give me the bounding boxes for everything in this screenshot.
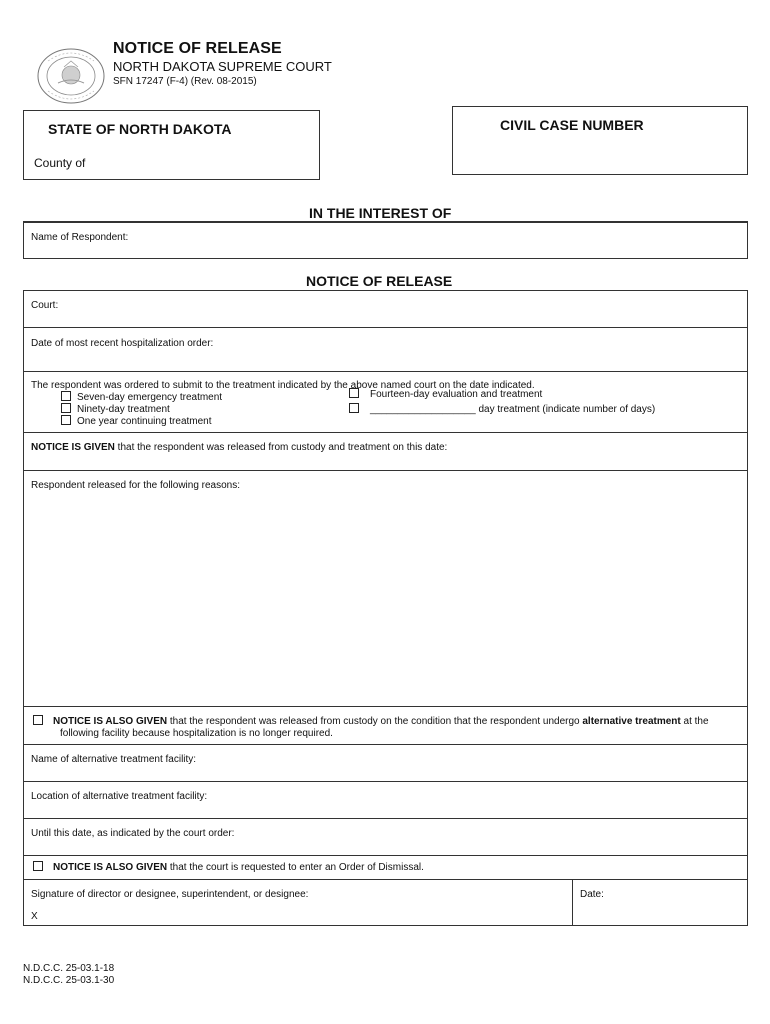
civil-case-number-title: CIVIL CASE NUMBER xyxy=(500,117,644,133)
hospitalization-label: Date of most recent hospitalization order: xyxy=(31,338,214,349)
option-fourteen-day[interactable]: Fourteen-day evaluation and treatment xyxy=(349,389,542,401)
also-given-bold: NOTICE IS ALSO GIVEN xyxy=(53,716,168,727)
dismissal-text: that the court is requested to enter an Order of Dismissal. xyxy=(167,862,424,873)
civil-case-number-field[interactable] xyxy=(452,106,748,175)
alternative-treatment-bold: alternative treatment xyxy=(582,716,681,727)
until-label: Until this date, as indicated by the court order: xyxy=(31,828,235,839)
statute-ref-1: N.D.C.C. 25-03.1-18 xyxy=(23,963,115,974)
dismissal-bold: NOTICE IS ALSO GIVEN xyxy=(53,862,168,873)
ordered-text: The respondent was ordered to submit to the treatment indicated by the above named court on the date indicated. xyxy=(31,380,535,391)
dismissal-checkbox[interactable] xyxy=(33,861,43,871)
release-table xyxy=(23,290,748,926)
court-label: Court: xyxy=(31,300,59,311)
form-title: NOTICE OF RELEASE xyxy=(113,40,282,57)
facility-name-label: Name of alternative treatment facility: xyxy=(31,754,197,765)
signature-row xyxy=(24,879,747,925)
hospitalization-row[interactable] xyxy=(24,327,747,371)
respondent-name-label: Name of Respondent: xyxy=(31,232,129,243)
until-date-row[interactable] xyxy=(24,818,747,855)
option-seven-day[interactable]: Seven-day emergency treatment xyxy=(61,392,222,404)
state-title: STATE OF NORTH DAKOTA xyxy=(48,121,232,137)
release-title: NOTICE OF RELEASE xyxy=(306,273,453,289)
reasons-label: Respondent released for the following reasons: xyxy=(31,480,241,491)
respondent-name-field[interactable] xyxy=(23,222,748,259)
checkbox[interactable] xyxy=(61,415,71,425)
option-ninety-day[interactable]: Ninety-day treatment xyxy=(61,404,170,416)
checkbox[interactable] xyxy=(61,391,71,401)
checkbox[interactable] xyxy=(349,403,359,413)
great-seal-icon xyxy=(36,47,106,105)
notice-given-bold: NOTICE IS GIVEN xyxy=(31,442,115,453)
also-given-text-end: at the xyxy=(680,716,709,727)
reasons-area[interactable] xyxy=(24,470,747,706)
statute-ref-2: N.D.C.C. 25-03.1-30 xyxy=(23,975,115,986)
alternative-treatment-row xyxy=(24,706,747,744)
treatment-row xyxy=(24,371,747,432)
facility-location-row[interactable] xyxy=(24,781,747,818)
release-date-row[interactable] xyxy=(24,432,747,470)
signature-field[interactable]: X xyxy=(31,911,38,922)
dismissal-row xyxy=(24,855,747,879)
option-custom-day[interactable]: ___________________ day treatment (indicate number of days) xyxy=(349,404,655,416)
date-field[interactable]: Date: xyxy=(580,889,604,900)
facility-location-label: Location of alternative treatment facility: xyxy=(31,791,208,802)
interest-title: IN THE INTEREST OF xyxy=(309,205,452,221)
option-one-year[interactable]: One year continuing treatment xyxy=(61,416,212,428)
checkbox[interactable] xyxy=(349,388,359,398)
state-box xyxy=(23,110,320,180)
court-name: NORTH DAKOTA SUPREME COURT xyxy=(113,59,332,74)
alternative-treatment-checkbox[interactable] xyxy=(33,715,43,725)
county-field[interactable]: County of xyxy=(34,156,86,170)
column-divider xyxy=(572,880,573,925)
also-given-text-line2: following facility because hospitalization is no longer required. xyxy=(60,728,333,739)
notice-given-text: that the respondent was released from custody and treatment on this date: xyxy=(114,442,448,453)
checkbox[interactable] xyxy=(61,403,71,413)
signature-label: Signature of director or designee, superintendent, or designee: xyxy=(31,889,309,900)
facility-name-row[interactable] xyxy=(24,744,747,781)
form-id: SFN 17247 (F-4) (Rev. 08-2015) xyxy=(113,76,257,87)
also-given-text: that the respondent was released from custody on the condition that the respondent undergo xyxy=(167,716,583,727)
